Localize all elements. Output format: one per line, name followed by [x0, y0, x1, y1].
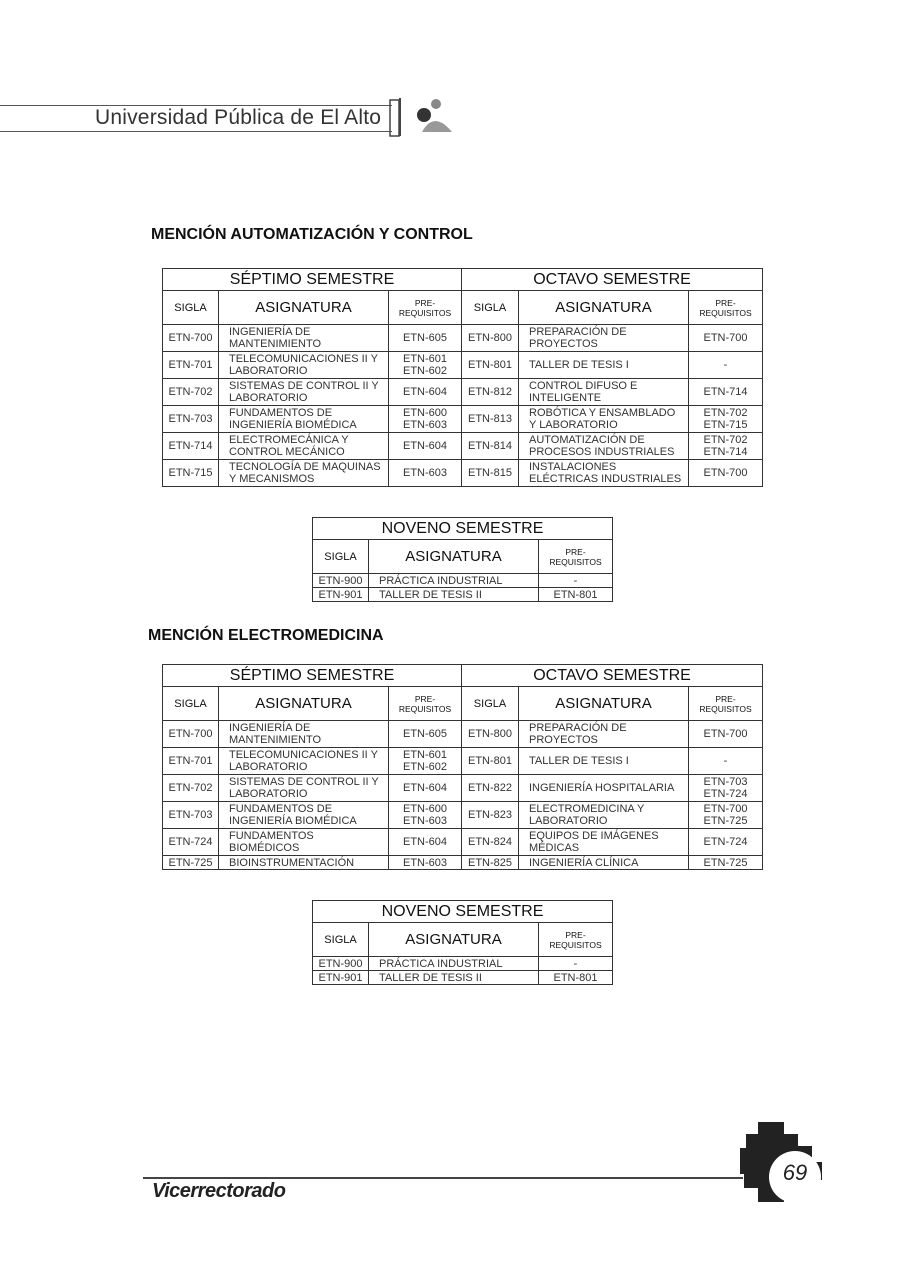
table-row: [163, 406, 763, 433]
prereq: ETN-600 ETN-603: [389, 802, 462, 829]
asignatura: TELECOMUNICACIONES II Y LABORATORIO: [219, 748, 389, 775]
prereq: ETN-801: [539, 971, 613, 985]
sigla: ETN-725: [163, 856, 219, 870]
table-row: [313, 574, 613, 588]
footer-brand: Vicerrectorado: [152, 1180, 286, 1202]
col-header-prereq: PRE-REQUISITOS: [689, 687, 763, 721]
col-header-asignatura: ASIGNATURA: [219, 291, 389, 325]
table-row: [163, 325, 763, 352]
col-header-sigla: SIGLA: [462, 291, 519, 325]
col-header-prereq: PRE-REQUISITOS: [539, 540, 613, 574]
sigla: ETN-800: [462, 721, 519, 748]
asignatura: ELECTROMECÁNICA Y CONTROL MECÁNICO: [219, 433, 389, 460]
sigla: ETN-703: [163, 406, 219, 433]
prereq: -: [539, 957, 613, 971]
asignatura: INGENIERÍA CLÍNICA: [519, 856, 689, 870]
prereq: ETN-600 ETN-603: [389, 406, 462, 433]
table-row: [163, 352, 763, 379]
asignatura: ROBÓTICA Y ENSAMBLADO Y LABORATORIO: [519, 406, 689, 433]
asignatura: FUNDAMENTOS DE INGENIERÍA BIOMÉDICA: [219, 406, 389, 433]
table-row: [313, 971, 613, 985]
prereq: ETN-604: [389, 775, 462, 802]
asignatura: EQUIPOS DE IMÁGENES MÉDICAS: [519, 829, 689, 856]
semester-title: OCTAVO SEMESTRE: [462, 665, 763, 687]
table-row: [163, 460, 763, 487]
university-logo-icon: [388, 96, 456, 138]
table-row: [313, 957, 613, 971]
semester-table-7-8: [162, 664, 763, 870]
prereq: ETN-702 ETN-714: [689, 433, 763, 460]
prereq: -: [689, 748, 763, 775]
asignatura: AUTOMATIZACIÓN DE PROCESOS INDUSTRIALES: [519, 433, 689, 460]
prereq: ETN-703 ETN-724: [689, 775, 763, 802]
asignatura: FUNDAMENTOS BIOMÉDICOS: [219, 829, 389, 856]
sigla: ETN-702: [163, 379, 219, 406]
col-header-asignatura: ASIGNATURA: [519, 687, 689, 721]
prereq: ETN-605: [389, 325, 462, 352]
asignatura: PRÁCTICA INDUSTRIAL: [369, 957, 539, 971]
col-header-asignatura: ASIGNATURA: [369, 540, 539, 574]
table-row: [313, 588, 613, 602]
asignatura: INGENIERÍA HOSPITALARIA: [519, 775, 689, 802]
university-title: Universidad Pública de El Alto: [95, 106, 382, 129]
col-header-sigla: SIGLA: [163, 687, 219, 721]
table-row: [163, 802, 763, 829]
col-header-sigla: SIGLA: [313, 923, 369, 957]
sigla: ETN-715: [163, 460, 219, 487]
semester-title: OCTAVO SEMESTRE: [462, 269, 763, 291]
col-header-sigla: SIGLA: [163, 291, 219, 325]
sigla: ETN-901: [313, 971, 369, 985]
section-heading: MENCIÓN AUTOMATIZACIÓN Y CONTROL: [151, 226, 473, 243]
asignatura: TECNOLOGÍA DE MAQUINAS Y MECANISMOS: [219, 460, 389, 487]
semester-title: NOVENO SEMESTRE: [313, 518, 613, 540]
col-header-asignatura: ASIGNATURA: [519, 291, 689, 325]
sigla: ETN-700: [163, 325, 219, 352]
semester-table-9: [312, 517, 613, 602]
sigla: ETN-822: [462, 775, 519, 802]
asignatura: PREPARACIÓN DE PROYECTOS: [519, 721, 689, 748]
header-rule-bottom: [0, 131, 392, 132]
sigla: ETN-900: [313, 957, 369, 971]
prereq: ETN-603: [389, 460, 462, 487]
asignatura: PRÁCTICA INDUSTRIAL: [369, 574, 539, 588]
table-row: [163, 748, 763, 775]
table-row: [163, 856, 763, 870]
sigla: ETN-824: [462, 829, 519, 856]
prereq: ETN-724: [689, 829, 763, 856]
sigla: ETN-825: [462, 856, 519, 870]
sigla: ETN-702: [163, 775, 219, 802]
sigla: ETN-814: [462, 433, 519, 460]
sigla: ETN-812: [462, 379, 519, 406]
asignatura: TALLER DE TESIS II: [369, 588, 539, 602]
asignatura: INGENIERÍA DE MANTENIMIENTO: [219, 325, 389, 352]
sigla: ETN-813: [462, 406, 519, 433]
sigla: ETN-703: [163, 802, 219, 829]
col-header-prereq: PRE-REQUISITOS: [689, 291, 763, 325]
col-header-sigla: SIGLA: [313, 540, 369, 574]
prereq: ETN-604: [389, 379, 462, 406]
prereq: ETN-601 ETN-602: [389, 748, 462, 775]
prereq: ETN-714: [689, 379, 763, 406]
col-header-prereq: PRE-REQUISITOS: [389, 687, 462, 721]
sigla: ETN-823: [462, 802, 519, 829]
asignatura: SISTEMAS DE CONTROL II Y LABORATORIO: [219, 775, 389, 802]
prereq: ETN-700: [689, 721, 763, 748]
prereq: ETN-604: [389, 433, 462, 460]
prereq: ETN-604: [389, 829, 462, 856]
prereq: ETN-725: [689, 856, 763, 870]
prereq: ETN-601 ETN-602: [389, 352, 462, 379]
asignatura: PREPARACIÓN DE PROYECTOS: [519, 325, 689, 352]
asignatura: CONTROL DIFUSO E INTELIGENTE: [519, 379, 689, 406]
asignatura: SISTEMAS DE CONTROL II Y LABORATORIO: [219, 379, 389, 406]
col-header-prereq: PRE-REQUISITOS: [539, 923, 613, 957]
sigla: ETN-901: [313, 588, 369, 602]
prereq: ETN-700 ETN-725: [689, 802, 763, 829]
col-header-prereq: PRE-REQUISITOS: [389, 291, 462, 325]
table-row: [163, 829, 763, 856]
col-header-asignatura: ASIGNATURA: [369, 923, 539, 957]
asignatura: BIOINSTRUMENTACIÓN: [219, 856, 389, 870]
sigla: ETN-815: [462, 460, 519, 487]
semester-table-9: [312, 900, 613, 985]
col-header-asignatura: ASIGNATURA: [219, 687, 389, 721]
asignatura: ELECTROMEDICINA Y LABORATORIO: [519, 802, 689, 829]
semester-title: NOVENO SEMESTRE: [313, 901, 613, 923]
asignatura: TALLER DE TESIS I: [519, 352, 689, 379]
asignatura: TELECOMUNICACIONES II Y LABORATORIO: [219, 352, 389, 379]
section-heading: MENCIÓN ELECTROMEDICINA: [148, 627, 384, 644]
sigla: ETN-701: [163, 748, 219, 775]
asignatura: TALLER DE TESIS II: [369, 971, 539, 985]
sigla: ETN-714: [163, 433, 219, 460]
sigla: ETN-724: [163, 829, 219, 856]
prereq: ETN-700: [689, 325, 763, 352]
prereq: -: [689, 352, 763, 379]
col-header-sigla: SIGLA: [462, 687, 519, 721]
semester-table-7-8: [162, 268, 763, 487]
asignatura: FUNDAMENTOS DE INGENIERÍA BIOMÉDICA: [219, 802, 389, 829]
asignatura: INGENIERÍA DE MANTENIMIENTO: [219, 721, 389, 748]
prereq: ETN-605: [389, 721, 462, 748]
semester-title: SÉPTIMO SEMESTRE: [163, 665, 462, 687]
semester-title: SÉPTIMO SEMESTRE: [163, 269, 462, 291]
table-row: [163, 721, 763, 748]
sigla: ETN-701: [163, 352, 219, 379]
sigla: ETN-801: [462, 352, 519, 379]
table-row: [163, 379, 763, 406]
sigla: ETN-801: [462, 748, 519, 775]
sigla: ETN-800: [462, 325, 519, 352]
table-row: [163, 433, 763, 460]
prereq: ETN-702 ETN-715: [689, 406, 763, 433]
table-row: [163, 775, 763, 802]
prereq: ETN-801: [539, 588, 613, 602]
page-number: 69: [782, 1160, 808, 1185]
prereq: -: [539, 574, 613, 588]
asignatura: TALLER DE TESIS I: [519, 748, 689, 775]
sigla: ETN-900: [313, 574, 369, 588]
prereq: ETN-700: [689, 460, 763, 487]
asignatura: INSTALACIONES ELÉCTRICAS INDUSTRIALES: [519, 460, 689, 487]
sigla: ETN-700: [163, 721, 219, 748]
footer-rule: [143, 1177, 743, 1179]
prereq: ETN-603: [389, 856, 462, 870]
